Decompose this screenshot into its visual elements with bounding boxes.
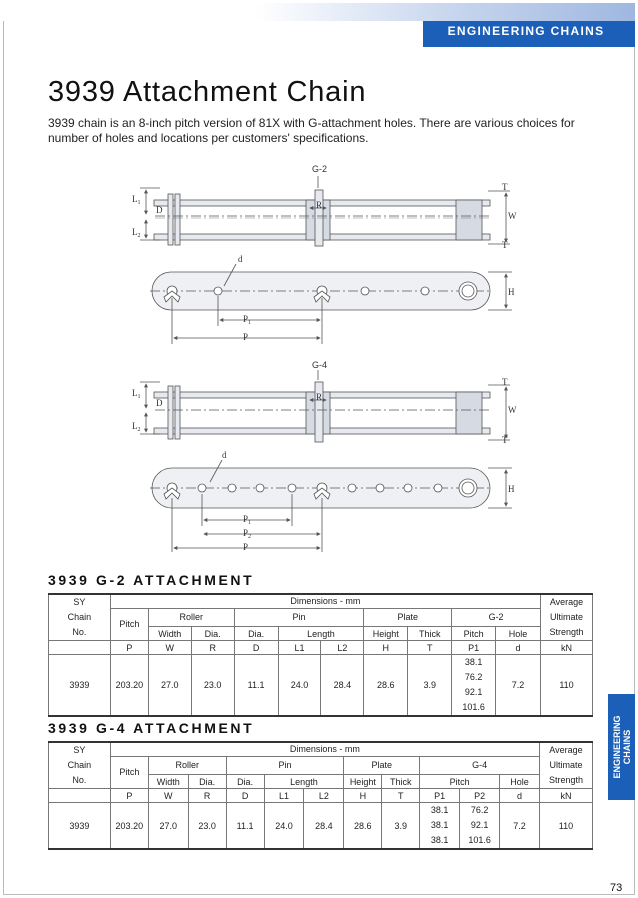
g2-h-pin-dia: Dia. xyxy=(234,627,278,641)
g4-h-att-pitch: Pitch xyxy=(420,775,500,789)
g2-cell-l2: 28.4 xyxy=(321,655,364,717)
g2-h-hole: Hole xyxy=(496,627,541,641)
g2-dim-r: R xyxy=(316,200,323,210)
g2-h-attach: G-2 xyxy=(452,608,541,627)
g4-h-thick: Thick xyxy=(382,775,420,789)
g4-unit: L2 xyxy=(304,789,344,803)
g4-dim-t-bot: T xyxy=(502,435,508,445)
page-title: 3939 Attachment Chain xyxy=(48,76,367,108)
g2-dim-p1: $P_1$ xyxy=(243,314,252,326)
g2-cell-width: 27.0 xyxy=(148,655,191,717)
g2-dim-l2: $L_2$ xyxy=(132,227,141,239)
g4-h-strength: Average Ultimate Strength xyxy=(539,742,592,789)
g4-section-title: 3939 G-4 ATTACHMENT xyxy=(48,720,255,736)
g4-unit: H xyxy=(344,789,382,803)
g4-cell-l1: 24.0 xyxy=(264,803,304,850)
g4-dim-l2: $L_2$ xyxy=(132,421,141,433)
g2-dim-p: P xyxy=(243,332,249,342)
g2-unit: T xyxy=(408,641,452,655)
g4-cell-pitch: 203.20 xyxy=(110,803,148,850)
g4-cell-hole: 7.2 xyxy=(500,803,540,850)
g2-unit: H xyxy=(364,641,408,655)
g4-cell-strength: 110 xyxy=(539,803,592,850)
g4-p1-value: 38.1 xyxy=(430,805,449,815)
g4-p2-value: 76.2 xyxy=(470,805,489,815)
g2-unit: P xyxy=(110,641,148,655)
g2-unit: L1 xyxy=(278,641,321,655)
g4-unit-blank xyxy=(49,789,111,803)
g4-dim-l1: $L_1$ xyxy=(132,388,141,400)
g4-spec-table xyxy=(48,741,593,850)
g4-h-chain: SY Chain No. xyxy=(49,742,111,789)
g4-h-length: Length xyxy=(264,775,344,789)
g4-unit: D xyxy=(226,789,264,803)
g2-h-thick: Thick xyxy=(408,627,452,641)
g2-unit: R xyxy=(191,641,234,655)
side-tab xyxy=(608,694,635,800)
g2-h-width: Width xyxy=(148,627,191,641)
g4-top-view xyxy=(140,370,510,442)
g4-dim-d: D xyxy=(156,398,163,408)
g2-h-plate: Plate xyxy=(364,608,452,627)
g2-p1-value: 76.2 xyxy=(464,672,483,682)
g2-cell-strength: 110 xyxy=(540,655,592,717)
g2-cell-l1: 24.0 xyxy=(278,655,321,717)
page-number: 73 xyxy=(610,882,623,894)
g2-p1-value: 92.1 xyxy=(464,687,483,697)
g2-dim-hole: d xyxy=(238,254,243,264)
g4-unit: T xyxy=(382,789,420,803)
g4-cell-thick: 3.9 xyxy=(382,803,420,850)
g4-h-roller: Roller xyxy=(148,756,226,775)
g2-unit: D xyxy=(234,641,278,655)
g2-cell-p1 xyxy=(452,655,496,717)
g2-cell-height: 28.6 xyxy=(364,655,408,717)
g4-dim-p1: $P_1$ xyxy=(243,514,252,526)
g2-dim-t-top: T xyxy=(502,182,508,192)
g4-dim-h: H xyxy=(508,484,515,494)
g4-unit: d xyxy=(500,789,540,803)
g4-p2-value: 101.6 xyxy=(468,835,491,845)
g4-cell-l2: 28.4 xyxy=(304,803,344,850)
g4-unit: P1 xyxy=(420,789,460,803)
g2-unit: d xyxy=(496,641,541,655)
g2-spec-table xyxy=(48,593,593,717)
g4-dim-hole: d xyxy=(222,450,227,460)
g4-cell-roller-dia: 23.0 xyxy=(188,803,226,850)
g2-section-title: 3939 G-2 ATTACHMENT xyxy=(48,572,255,588)
g2-h-roller: Roller xyxy=(148,608,234,627)
g4-dim-r: R xyxy=(316,392,323,402)
g2-dim-d: D xyxy=(156,205,163,215)
g4-dim-t-top: T xyxy=(502,377,508,387)
g2-unit: L2 xyxy=(321,641,364,655)
g2-p1-value: 38.1 xyxy=(464,657,483,667)
g2-p1-value: 101.6 xyxy=(462,702,485,712)
g4-p2-value: 92.1 xyxy=(470,820,489,830)
g4-cell-p2 xyxy=(460,803,500,850)
g2-h-dimensions: Dimensions - mm xyxy=(110,594,540,608)
g4-unit: L1 xyxy=(264,789,304,803)
g2-h-strength: Average Ultimate Strength xyxy=(540,594,592,641)
g2-h-height: Height xyxy=(364,627,408,641)
g4-dim-p2: $P_2$ xyxy=(243,528,252,540)
g2-cell-pitch: 203.20 xyxy=(110,655,148,717)
g2-unit: W xyxy=(148,641,191,655)
g4-p1-value: 38.1 xyxy=(430,820,449,830)
g4-h-hole: Hole xyxy=(500,775,540,789)
g4-cell-width: 27.0 xyxy=(148,803,188,850)
g2-cell-pin-dia: 11.1 xyxy=(234,655,278,717)
g4-unit: P2 xyxy=(460,789,500,803)
g2-h-roller-dia: Dia. xyxy=(191,627,234,641)
g4-unit: P xyxy=(110,789,148,803)
g4-dim-p: P xyxy=(243,542,249,552)
header-section-title: ENGINEERING CHAINS xyxy=(447,24,605,38)
side-tab-label: ENGINEERING CHAINS xyxy=(611,715,632,779)
g2-h-pitch: Pitch xyxy=(110,608,148,641)
g2-label: G-2 xyxy=(312,164,328,174)
g4-p1-value: 38.1 xyxy=(430,835,449,845)
g4-label: G-4 xyxy=(312,360,328,370)
g4-h-dimensions: Dimensions - mm xyxy=(110,742,539,756)
g4-h-pin-dia: Dia. xyxy=(226,775,264,789)
g4-table-row xyxy=(49,803,593,850)
g2-h-pin: Pin xyxy=(234,608,364,627)
g4-cell-p1 xyxy=(420,803,460,850)
g2-unit: kN xyxy=(540,641,592,655)
g4-h-width: Width xyxy=(148,775,188,789)
g4-cell-height: 28.6 xyxy=(344,803,382,850)
g4-side-view xyxy=(150,460,512,552)
g2-h-chain: SY Chain No. xyxy=(49,594,111,641)
g2-cell-thick: 3.9 xyxy=(408,655,452,717)
g4-h-pitch: Pitch xyxy=(110,756,148,789)
g2-unit: P1 xyxy=(452,641,496,655)
g4-h-height: Height xyxy=(344,775,382,789)
g4-cell-pin-dia: 11.1 xyxy=(226,803,264,850)
g2-h-att-pitch: Pitch xyxy=(452,627,496,641)
g2-side-view xyxy=(150,264,512,344)
g4-h-roller-dia: Dia. xyxy=(188,775,226,789)
g2-table-row xyxy=(49,655,593,717)
intro-paragraph: 3939 chain is an 8-inch pitch version of 81X with G-attachment holes. There are various choices for number of holes and locations per customers' specifications. xyxy=(48,116,575,145)
g4-dim-w: W xyxy=(508,405,517,415)
g2-top-view xyxy=(140,176,510,246)
g2-cell-roller-dia: 23.0 xyxy=(191,655,234,717)
g2-unit-blank xyxy=(49,641,111,655)
g4-h-plate: Plate xyxy=(344,756,420,775)
g4-unit: kN xyxy=(539,789,592,803)
g4-unit: W xyxy=(148,789,188,803)
g2-dim-l1: $L_1$ xyxy=(132,194,141,206)
g4-cell-chain: 3939 xyxy=(49,803,111,850)
g4-h-pin: Pin xyxy=(226,756,344,775)
g2-cell-hole: 7.2 xyxy=(496,655,541,717)
g2-dim-t-bot: T xyxy=(502,240,508,250)
g4-unit: R xyxy=(188,789,226,803)
g2-h-length: Length xyxy=(278,627,364,641)
g2-cell-chain: 3939 xyxy=(49,655,111,717)
g2-dim-w: W xyxy=(508,211,517,221)
g4-h-attach: G-4 xyxy=(420,756,540,775)
g2-dim-h: H xyxy=(508,287,515,297)
